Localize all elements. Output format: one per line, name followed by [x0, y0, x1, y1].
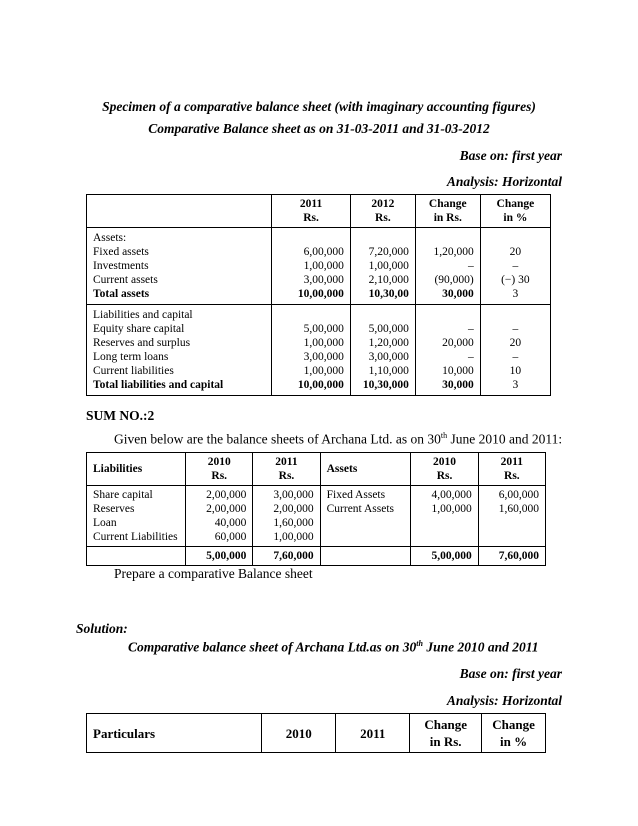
- cell-value: 1,00,000: [303, 260, 344, 272]
- cell-value: 6,00,000: [303, 246, 344, 258]
- cell-value: 5,00,000: [368, 323, 409, 335]
- cell-value: –: [512, 351, 519, 363]
- cell-value: 2,00,000: [273, 503, 314, 515]
- col-change-pct: Change: [496, 198, 535, 210]
- solution-title-pre: Comparative balance sheet of Archana Ltd.as on 30: [128, 639, 417, 655]
- cell-value: 3,00,000: [273, 489, 314, 501]
- cell-value: 1,00,000: [303, 365, 344, 377]
- col-2011: 2011: [275, 456, 298, 468]
- assets-section: [87, 228, 551, 305]
- prepare-instruction: Prepare a comparative Balance sheet: [114, 566, 313, 581]
- cell-value: 2,00,000: [206, 503, 247, 515]
- row-label: Current liabilities: [93, 365, 174, 377]
- cell-value: 3,00,000: [303, 351, 344, 363]
- asset-item: Fixed Assets: [326, 489, 386, 501]
- col-2012: 2012: [371, 198, 395, 210]
- archana-balance-table: [86, 452, 546, 566]
- col-assets-2010-unit: Rs.: [436, 470, 453, 482]
- cell-value: –: [512, 260, 519, 272]
- specimen-subtitle: Comparative Balance sheet as on 31-03-2011 and 31-03-2012: [148, 121, 490, 136]
- cell-value: –: [467, 260, 474, 272]
- liability-item: Loan: [93, 517, 117, 529]
- col-assets-2011-unit: Rs.: [504, 470, 520, 482]
- solution-title-sup: th: [416, 639, 423, 648]
- total-label: Total assets: [93, 288, 150, 300]
- cell-value: 2,10,000: [368, 274, 409, 286]
- total-value: 10,00,000: [297, 379, 344, 391]
- cell-value: 1,00,000: [368, 260, 409, 272]
- row-label: Reserves and surplus: [93, 337, 191, 349]
- total-value: 7,60,000: [253, 547, 320, 566]
- cell-value: 1,00,000: [303, 337, 344, 349]
- liability-item: Share capital: [93, 489, 153, 501]
- total-value: 7,60,000: [478, 547, 545, 566]
- cell-value: 1,60,000: [498, 503, 539, 515]
- col-2011-unit: Rs.: [303, 212, 319, 224]
- liability-item: Reserves: [93, 503, 135, 515]
- liabilities-heading: Liabilities and capital: [93, 309, 193, 321]
- cell-value: 1,20,000: [368, 337, 409, 349]
- table-header-row: [87, 714, 546, 753]
- cell-value: –: [467, 323, 474, 335]
- table-header-row: [87, 195, 551, 228]
- cell-value: 20: [509, 246, 522, 258]
- cell-value: 4,00,000: [431, 489, 472, 501]
- cell-value: 1,60,000: [273, 517, 314, 529]
- cell-value: 5,00,000: [303, 323, 344, 335]
- col-change-unit: in Rs.: [433, 212, 462, 224]
- col-particulars: Particulars: [87, 714, 262, 753]
- col-assets: Assets: [320, 453, 411, 486]
- cell-value: (−) 30: [501, 274, 530, 286]
- cell-value: 1,20,000: [433, 246, 474, 258]
- col-2010-unit: Rs.: [211, 470, 228, 482]
- total-value: 30,000: [442, 379, 474, 391]
- cell-value: 1,00,000: [431, 503, 472, 515]
- row-label: Investments: [93, 260, 149, 272]
- row-label: Long term loans: [93, 351, 169, 363]
- col-change-pct-unit: in %: [500, 734, 528, 749]
- cell-value: 3,00,000: [368, 351, 409, 363]
- row-label: Current assets: [93, 274, 158, 286]
- col-liabilities: Liabilities: [87, 453, 186, 486]
- col-2012-unit: Rs.: [375, 212, 391, 224]
- total-value: 30,000: [442, 288, 474, 300]
- given-text-post: June 2010 and 2011:: [447, 431, 563, 447]
- cell-value: 60,000: [214, 531, 247, 543]
- solution-base: Base on: first year: [459, 666, 562, 681]
- solution-title: [128, 639, 538, 656]
- assets-heading: Assets:: [93, 232, 127, 244]
- col-2011: 2011: [299, 198, 323, 210]
- cell-value: 3,00,000: [303, 274, 344, 286]
- col-2010: 2010: [207, 456, 231, 468]
- sum-heading: SUM NO.:2: [86, 408, 155, 423]
- col-2011-unit: Rs.: [278, 470, 295, 482]
- col-2010: 2010: [262, 714, 336, 753]
- sum-given-text: [114, 431, 562, 448]
- total-value: 10,30,00: [368, 288, 409, 300]
- total-value: 10,00,000: [297, 288, 344, 300]
- specimen-title: Specimen of a comparative balance sheet (with imaginary accounting figures): [102, 99, 536, 114]
- total-value: 3: [512, 379, 519, 391]
- specimen-base: Base on: first year: [459, 148, 562, 163]
- cell-value: 10: [509, 365, 522, 377]
- cell-value: 1,00,000: [273, 531, 314, 543]
- col-change-pct-unit: in %: [503, 212, 528, 224]
- given-text-sup: th: [440, 431, 448, 440]
- cell-value: 7,20,000: [368, 246, 409, 258]
- cell-value: –: [467, 351, 474, 363]
- row-label: Equity share capital: [93, 323, 185, 335]
- cell-value: 20: [509, 337, 522, 349]
- given-text-pre: Given below are the balance sheets of Archana Ltd. as on 30: [114, 431, 441, 447]
- col-change-pct: Change: [492, 717, 535, 732]
- total-value: 10,30,000: [362, 379, 409, 391]
- total-value: 5,00,000: [186, 547, 253, 566]
- col-change-unit: in Rs.: [429, 734, 462, 749]
- col-change: Change: [428, 198, 467, 210]
- cell-value: 10,000: [442, 365, 474, 377]
- cell-value: 6,00,000: [498, 489, 539, 501]
- table-header-row: [87, 453, 546, 486]
- col-assets-2010: 2010: [433, 456, 457, 468]
- cell-value: 40,000: [214, 517, 247, 529]
- row-label: Fixed assets: [93, 246, 149, 258]
- cell-value: 20,000: [442, 337, 474, 349]
- table-body-row: [87, 486, 546, 547]
- liability-item: Current Liabilities: [93, 531, 178, 543]
- totals-row: [87, 547, 546, 566]
- col-change: Change: [424, 717, 467, 732]
- total-label: Total liabilities and capital: [93, 379, 224, 391]
- specimen-analysis: Analysis: Horizontal: [446, 174, 562, 189]
- solution-title-post: June 2010 and 2011: [422, 639, 539, 655]
- cell-value: 2,00,000: [206, 489, 247, 501]
- total-value: 3: [512, 288, 519, 300]
- col-assets-2011: 2011: [500, 456, 524, 468]
- cell-value: (90,000): [434, 274, 474, 286]
- solution-label: Solution:: [76, 621, 128, 636]
- cell-value: 1,10,000: [368, 365, 409, 377]
- col-2011: 2011: [336, 714, 410, 753]
- solution-analysis: Analysis: Horizontal: [446, 693, 562, 708]
- total-value: 5,00,000: [411, 547, 478, 566]
- asset-item: Current Assets: [326, 503, 395, 515]
- cell-value: –: [512, 323, 519, 335]
- liabilities-section: [87, 305, 551, 396]
- solution-table: [86, 713, 546, 753]
- specimen-balance-table: [86, 194, 551, 396]
